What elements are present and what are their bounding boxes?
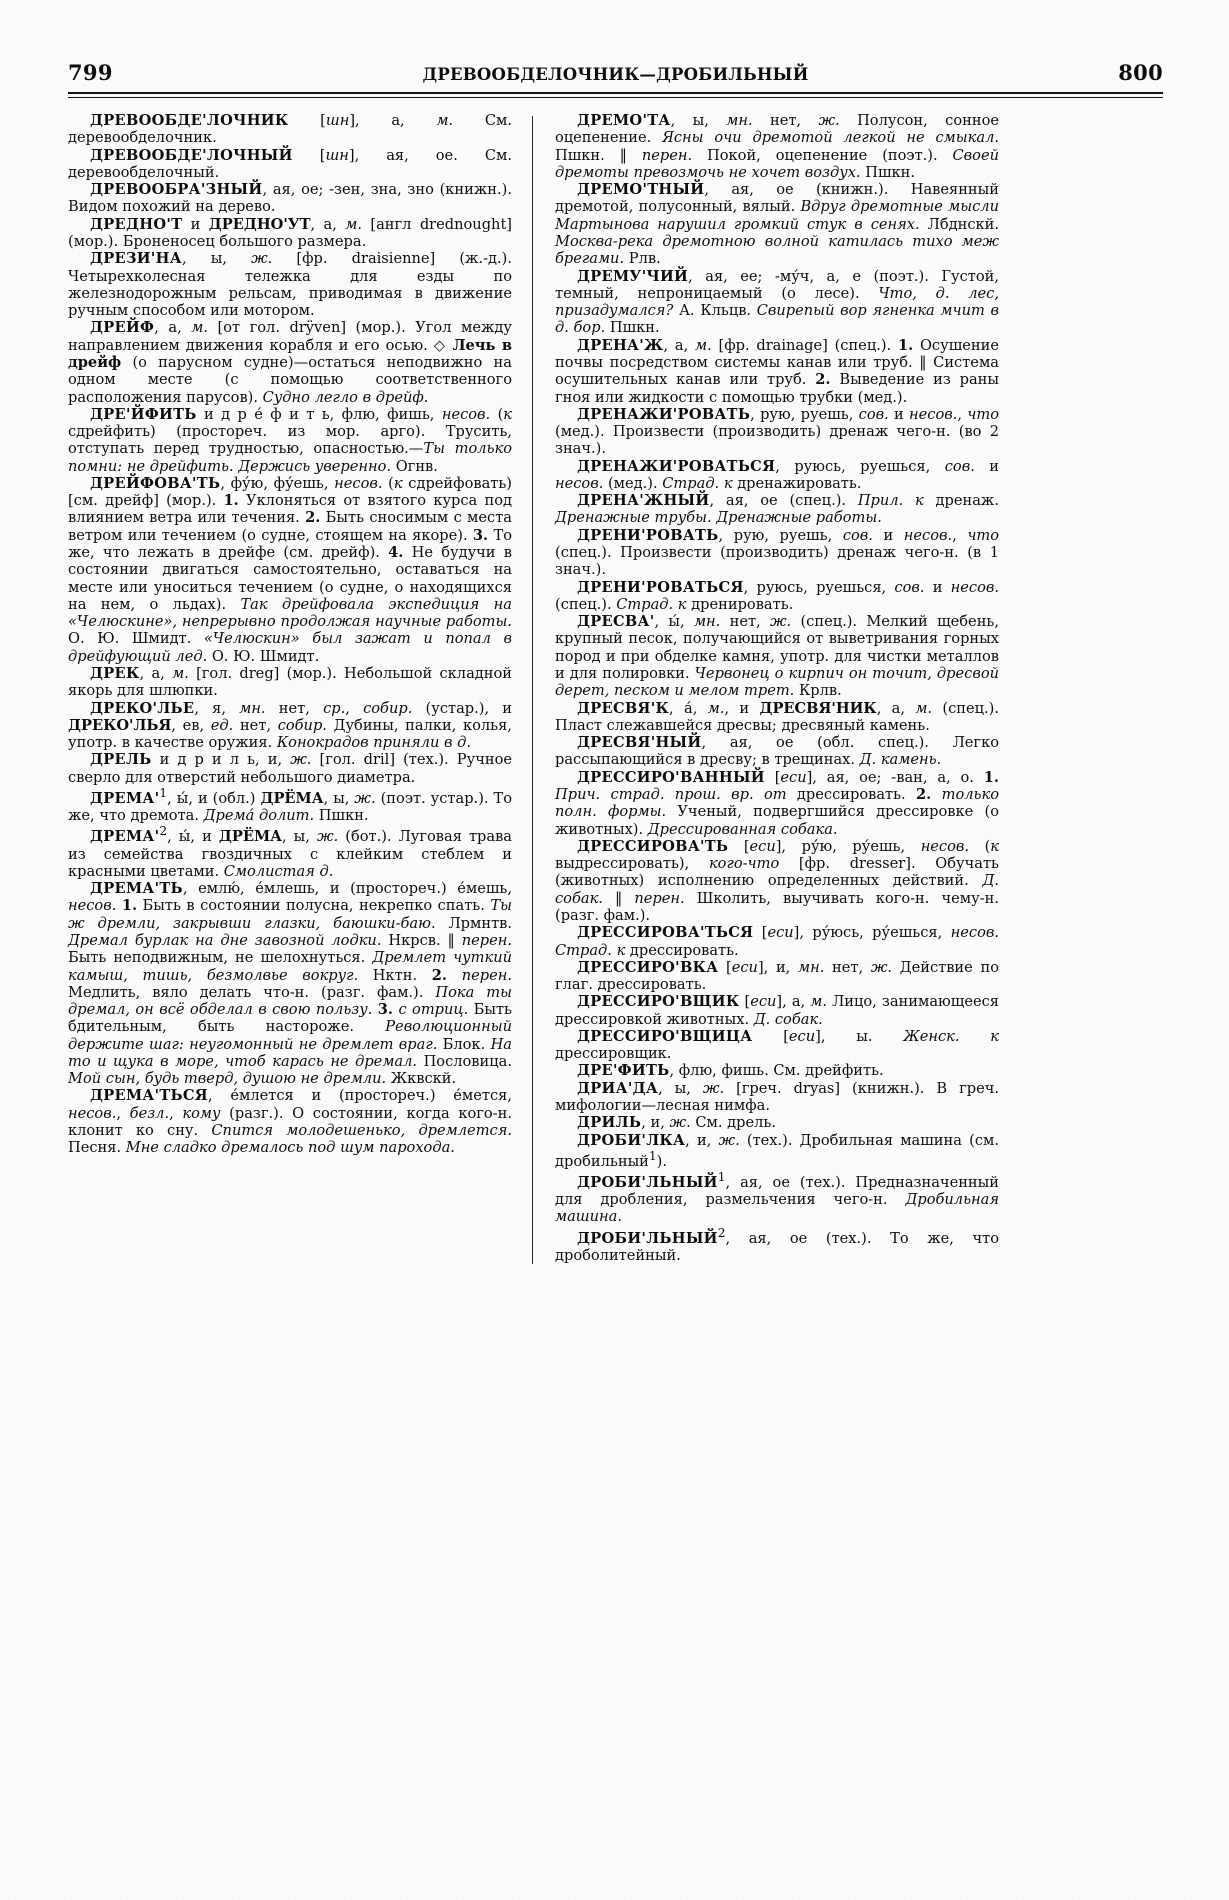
entry-definition: [шн], а, м. См. деревообделочник. bbox=[68, 112, 512, 147]
dictionary-entry bbox=[555, 769, 999, 838]
entry-definition: , и, ж. (тех.). Дробильная машина (см. дробильный$^1$). bbox=[555, 1131, 999, 1170]
dictionary-entry bbox=[555, 1226, 999, 1264]
entry-headword: ДРЕМА' bbox=[90, 789, 160, 807]
entry-definition: , ы, ж. [греч. dryas] (книжн.). В греч. мифологии—лесная нимфа. bbox=[555, 1079, 1000, 1115]
dictionary-entry bbox=[555, 406, 999, 458]
entry-definition: , а, м. [гол. dreg] (мор.). Небольшой складной якорь для шлюпки. bbox=[68, 665, 512, 700]
entry-headword: ДРЕМО'ТА bbox=[577, 112, 671, 129]
entry-headword: ДРЕМУ'ЧИЙ bbox=[577, 267, 689, 285]
dictionary-entry bbox=[555, 337, 999, 406]
dictionary-entry bbox=[68, 880, 512, 1087]
entry-definition: , ы́, мн. нет, ж. (спец.). Мелкий щебень, крупный песок, получающийся от выветривания горных пород и при обделке камня, употр. для чистки металлов и для полировки. Червонец о кирпич он точит, дресвой дерет, песком и мелом трет. Крлв. bbox=[555, 613, 1000, 700]
entry-definition: [шн], ая, ое. См. деревообделочный. bbox=[68, 146, 512, 181]
entry-definition: , и, ж. См. дрель. bbox=[641, 1114, 776, 1132]
dictionary-entry bbox=[555, 1028, 999, 1063]
running-title: ДРЕВООБДЕЛОЧНИК—ДРОБИЛЬНЫЙ bbox=[422, 65, 809, 84]
entry-headword: ДРИА'ДА bbox=[577, 1079, 659, 1097]
entry-definition: , рую, руешь, сов. и несов., что (спец.). Произвести (производить) дренаж чего-н. (в 1 знач.). bbox=[555, 526, 1000, 579]
entry-headword: ДРЕМО'ТНЫЙ bbox=[577, 181, 705, 199]
dictionary-entry bbox=[68, 786, 512, 824]
entry-definition: , ая, ое (книжн.). Навеянный дремотой, полусонный, вялый. Вдруг дремотные мысли Мартынова нарушил громкий стук в сенях. Лбднскй. Москва-река дремотною волной катилась тихо меж брегами. Рлв. bbox=[555, 181, 1000, 268]
entry-headword: ДРЕСВА' bbox=[577, 613, 655, 631]
entry-headword: ДРЕСВЯ'К bbox=[577, 699, 670, 717]
entry-definition: , ая, ое (обл. спец.). Легко рассыпающийся в дресву; в трещинах. Д. камень. bbox=[555, 734, 999, 769]
dictionary-entry bbox=[555, 993, 999, 1028]
dictionary-entry bbox=[68, 216, 512, 251]
entry-definition: [еси], и, мн. нет, ж. Действие по глаг. дрессировать. bbox=[555, 958, 999, 994]
entry-definition: и д р и л ь, и, ж. [гол. dril] (тех.). Ручное сверло для отверстий небольшого диаметра. bbox=[68, 751, 512, 786]
entry-headword: ДРЕВООБРА'ЗНЫЙ bbox=[90, 181, 263, 199]
entry-headword: ДРЕМА'ТЬ bbox=[90, 880, 183, 898]
entry-definition: $^2$, ы́, и ДРЁМА, ы, ж. (бот.). Луговая трава из семейства гвоздичных с клейким стеблем и красными цветами. Смолистая д. bbox=[68, 824, 513, 880]
dictionary-entry bbox=[68, 319, 512, 405]
columns-container bbox=[68, 112, 1163, 1264]
dictionary-entry bbox=[555, 112, 999, 181]
entry-headword: ДРЕССИРО'ВЩИЦА bbox=[577, 1027, 753, 1045]
entry-headword: ДРЕВООБДЕ'ЛОЧНЫЙ bbox=[90, 146, 293, 164]
entry-headword: ДРОБИ'ЛЬНЫЙ bbox=[577, 1173, 718, 1191]
right-column bbox=[533, 112, 999, 1264]
entry-headword: ДРЕДНО'Т bbox=[90, 215, 183, 233]
dictionary-entry bbox=[68, 1087, 512, 1156]
entry-headword: ДРЕСВЯ'НЫЙ bbox=[577, 734, 702, 752]
dictionary-entry bbox=[68, 112, 512, 147]
entry-definition: , ы, мн. нет, ж. Полусон, сонное оцепенение. Ясны очи дремотой легкой не смыкал. Пшкн. ‖ перен. Покой, оцепенение (поэт.). Своей дремоты превозмочь не хочет воздух. Пшкн. bbox=[555, 112, 1000, 181]
entry-definition: , руюсь, руешься, сов. и несов. (мед.). Страд. к дренажировать. bbox=[555, 457, 1000, 492]
dictionary-entry bbox=[68, 475, 512, 665]
left-column bbox=[68, 112, 532, 1157]
entry-definition: [еси], а, м. Лицо, занимающееся дрессировкой животных. Д. собак. bbox=[555, 993, 999, 1028]
entry-headword: ДРЕЛЬ bbox=[90, 751, 152, 769]
entry-definition: [еси], ая, ое; -ван, а, о. 1. Прич. страд. прош. вр. от дрессировать. 2. только полн. формы. Ученый, подвергшийся дрессировке (о животных). Дрессированная собака. bbox=[555, 768, 999, 838]
entry-definition: , ая, ое; -зен, зна, зно (книжн.). Видом похожий на дерево. bbox=[68, 181, 512, 216]
entry-headword: ДРЕССИРО'ВЩИК bbox=[577, 993, 740, 1011]
entry-definition: , ы, ж. [фр. draisienne] (ж.-д.). Четырехколесная тележка для езды по железнодорожным рельсам, приводимая в движение ручным способом или мотором. bbox=[68, 250, 512, 320]
entry-headword: ДРЕКО'ЛЬЕ bbox=[90, 699, 195, 717]
rule-thin bbox=[68, 97, 1163, 98]
dictionary-entry bbox=[555, 268, 999, 337]
entry-definition: , ая, ое (спец.). Прил. к дренаж. Дренажные трубы. Дренажные работы. bbox=[555, 492, 999, 527]
entry-definition: , фу́ю, фу́ешь, несов. (к сдрейфовать) [см. дрейф] (мор.). 1. Уклоняться от взятого курса под влиянием ветра или течения. 2. Быть сносимым с места ветром или течением (о судне, стоящем на якоре). 3. То же, что лежать в дрейфе (см. дрейф). 4. Не будучи в состоянии двигаться самостоятельно, оставаться на месте или уноситься течением (о судне, о находящихся на нем, о льдах). Так дрейфовала экспедиция на «Челюскине», непрерывно продолжая научные работы. О. Ю. Шмидт. «Челюскин» был зажат и попал в дрейфующий лед. О. Ю. Шмидт. bbox=[68, 474, 512, 665]
entry-definition: , е́млется и (простореч.) е́мется, несов., безл., кому (разг.). О состоянии, когда кого-н. клонит ко сну. Спится молодешенько, дремлется. Песня. Мне сладко дремалось под шум парохода. bbox=[68, 1087, 513, 1157]
entry-headword: ДРЕМА' bbox=[90, 828, 160, 846]
dictionary-entry bbox=[555, 838, 999, 924]
entry-headword: ДРОБИ'ЛЬНЫЙ bbox=[577, 1229, 718, 1247]
entry-headword: ДРЕЗИ'НА bbox=[90, 250, 182, 268]
entry-definition: , флю, фишь. См. дрейфить. bbox=[669, 1062, 884, 1080]
entry-headword: ДРЕ'ЙФИТЬ bbox=[90, 405, 197, 423]
entry-definition: [еси], ру́ю, ру́ешь, несов. (к выдрессировать), кого-что [фр. dresser]. Обучать (животных) исполнению определенных действий. Д. собак. ‖ перен. Школить, выучивать кого-н. чему-н. (разг. фам.). bbox=[555, 837, 999, 924]
dictionary-entry bbox=[555, 1080, 999, 1115]
entry-headword: ДРЕНИ'РОВАТЬ bbox=[577, 526, 719, 544]
header-rules bbox=[68, 92, 1163, 98]
entry-definition: и ДРЕДНО'УТ, а, м. [англ drednought] (мор.). Броненосец большого размера. bbox=[68, 215, 512, 250]
entry-headword: ДРЕССИРО'ВКА bbox=[577, 958, 719, 976]
entry-headword: ДРЕССИРО'ВАННЫЙ bbox=[577, 768, 765, 786]
entry-definition: $^1$, ая, ое (тех.). Предназначенный для дробления, размельчения чего-н. Дробильная машина. bbox=[555, 1170, 999, 1226]
dictionary-entry bbox=[68, 181, 512, 216]
entry-headword: ДРЕК bbox=[90, 665, 140, 682]
folio-left: 799 bbox=[68, 60, 113, 85]
dictionary-entry bbox=[555, 492, 999, 527]
entry-definition: , емлю́, е́млешь, и (простореч.) е́мешь, несов. 1. Быть в состоянии полусна, некрепко спать. Ты ж дремли, закрывши глазки, баюшки-баю. Лрмнтв. Дремал бурлак на дне завозной лодки. Нкрсв. ‖ перен. Быть неподвижным, не шелохнуться. Дремлет чуткий камыш, тишь, безмолвье вокруг. Нктн. 2. перен. Медлить, вяло делать что-н. (разг. фам.). Пока ты дремал, он всё обделал в свою пользу. 3. с отриц. Быть бдительным, быть настороже. Революционный держите шаг: неугомонный не дремлет враг. Блок. На то и щука в море, чтоб карась не дремал. Пословица. Мой сын, будь тверд, душою не дремли. Жквскй. bbox=[68, 880, 513, 1088]
entry-headword: ДРЕССИРОВА'ТЬСЯ bbox=[577, 924, 754, 942]
entry-definition: , я, мн. нет, ср., собир. (устар.), и ДРЕКО'ЛЬЯ, ев, ед. нет, собир. Дубины, палки, колья, употр. в качестве оружия. Конокрадов приняли в д. bbox=[68, 699, 513, 752]
entry-definition: , а, м. [фр. drainage] (спец.). 1. Осушение почвы посредством системы канав или труб. ‖ Система осушительных канав или труб. 2. Выведение из раны гноя или жидкости с помощью трубки (мед.). bbox=[555, 336, 999, 406]
entry-headword: ДРЕНАЖИ'РОВАТЬ bbox=[577, 405, 751, 423]
dictionary-entry bbox=[555, 527, 999, 579]
dictionary-entry bbox=[555, 1114, 999, 1131]
entry-headword: ДРЕМА'ТЬСЯ bbox=[90, 1087, 208, 1105]
dictionary-entry bbox=[68, 147, 512, 182]
dictionary-entry bbox=[68, 824, 512, 880]
entry-headword: ДРЕЙФОВА'ТЬ bbox=[90, 474, 221, 492]
entry-definition: , ая, ее; -му́ч, а, е (поэт.). Густой, темный, непроницаемый (о лесе). Что, д. лес, призадумался? А. Кльцв. Свирепый вор ягненка мчит в д. бор. Пшкн. bbox=[555, 267, 1000, 337]
dictionary-entry bbox=[555, 1062, 999, 1079]
dictionary-entry bbox=[555, 959, 999, 994]
entry-definition: [еси], ру́юсь, ру́ешься, несов. Страд. к дрессировать. bbox=[555, 924, 999, 959]
dictionary-entry bbox=[555, 181, 999, 267]
entry-definition: , руюсь, руешься, сов. и несов. (спец.). Страд. к дренировать. bbox=[555, 578, 999, 613]
rule-thick bbox=[68, 92, 1163, 94]
entry-headword: ДРЕНА'ЖНЫЙ bbox=[577, 492, 710, 510]
entry-headword: ДРЕ'ФИТЬ bbox=[577, 1062, 670, 1080]
page-content bbox=[68, 60, 1163, 1264]
entry-headword: ДРОБИ'ЛКА bbox=[577, 1131, 686, 1149]
entry-definition: $^1$, ы́, и (обл.) ДРЁМА, ы, ж. (поэт. устар.). То же, что дремота. Дрема́ долит. Пшкн. bbox=[68, 785, 513, 825]
dictionary-entry bbox=[555, 579, 999, 614]
entry-headword: ДРЕНАЖИ'РОВАТЬСЯ bbox=[577, 457, 776, 475]
dictionary-entry bbox=[68, 665, 512, 700]
dictionary-entry bbox=[555, 924, 999, 959]
dictionary-entry bbox=[555, 700, 999, 735]
dictionary-entry bbox=[68, 700, 512, 752]
dictionary-entry bbox=[68, 406, 512, 475]
dictionary-entry bbox=[555, 734, 999, 769]
entry-definition: и д р е́ ф и т ь, флю, фишь, несов. (к сдрейфить) (простореч. из мор. арго). Трусить, отступать перед трудностью, опасностью.—Ты только помни: не дрейфить. Держись уверенно. Огнв. bbox=[68, 405, 513, 475]
running-head bbox=[68, 60, 1163, 85]
entry-definition: , рую, руешь, сов. и несов., что (мед.). Произвести (производить) дренаж чего-н. (во 2 знач.). bbox=[555, 405, 999, 458]
dictionary-entry bbox=[555, 1170, 999, 1226]
entry-headword: ДРЕЙФ bbox=[90, 319, 155, 337]
dictionary-entry bbox=[555, 458, 999, 493]
dictionary-entry bbox=[555, 613, 999, 699]
entry-definition: , а́, м., и ДРЕСВЯ'НИК, а, м. (спец.). Пласт слежавшейся дресвы; дресвяный камень. bbox=[555, 699, 999, 734]
entry-headword: ДРЕССИРОВА'ТЬ bbox=[577, 837, 729, 855]
entry-headword: ДРЕНИ'РОВАТЬСЯ bbox=[577, 578, 744, 596]
dictionary-entry bbox=[68, 250, 512, 319]
entry-headword: ДРЕНА'Ж bbox=[577, 336, 664, 354]
dictionary-entry bbox=[68, 751, 512, 786]
dictionary-entry bbox=[555, 1132, 999, 1170]
entry-definition: $^2$, ая, ое (тех.). То же, что дроболитейный. bbox=[555, 1225, 999, 1264]
entry-definition: , а, м. [от гол. drÿven] (мор.). Угол между направлением движения корабля и его осью. ◇ Лечь в дрейф (о парусном судне)—остаться неподвижно на одном месте (с помощью соответственного расположения парусов). Судно легло в дрейф. bbox=[68, 319, 512, 406]
folio-right: 800 bbox=[1118, 60, 1163, 85]
entry-definition: [еси], ы. Женск. к дрессировщик. bbox=[555, 1027, 999, 1063]
entry-headword: ДРИЛЬ bbox=[577, 1114, 642, 1132]
entry-headword: ДРЕВООБДЕ'ЛОЧНИК bbox=[90, 112, 289, 129]
